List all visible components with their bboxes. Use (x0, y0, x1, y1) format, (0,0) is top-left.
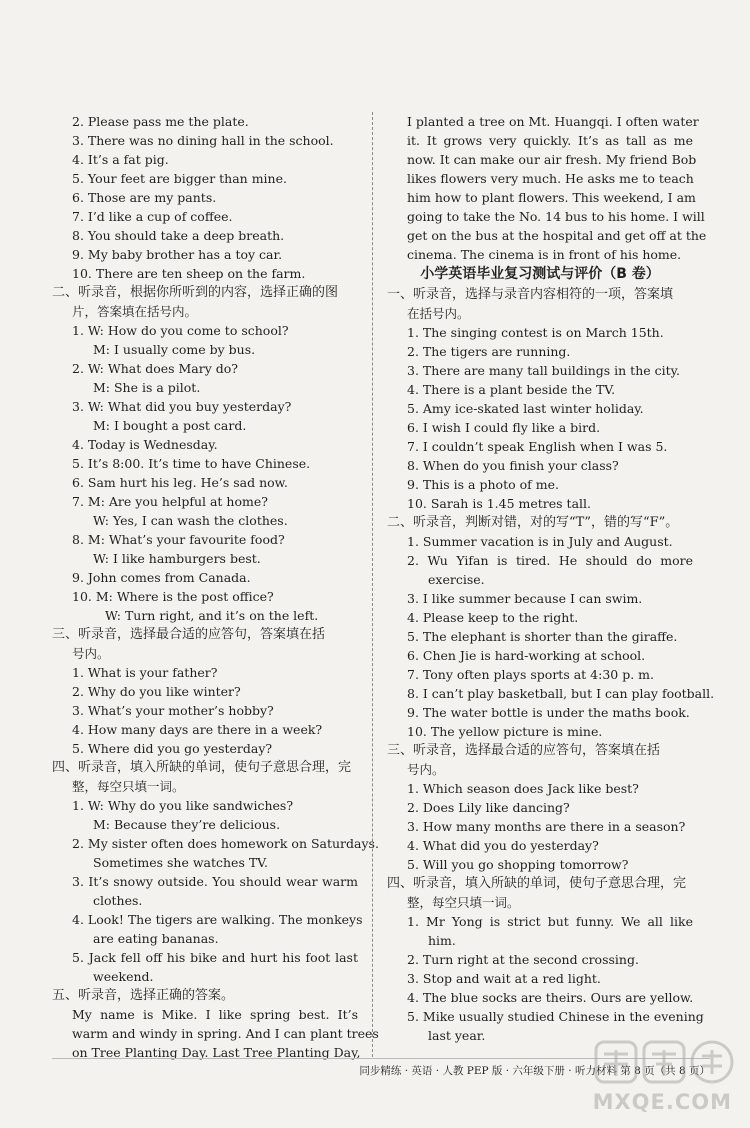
text-line: My name is Mike. I like spring best. It’s (72, 1007, 358, 1022)
text-line: weekend. (93, 969, 154, 984)
text-line: 1. What is your father? (72, 665, 218, 680)
section-heading: 一、听录音，选择与录音内容相符的一项，答案填 (387, 287, 674, 302)
footer-rule (52, 1058, 710, 1059)
text-line: likes flowers very much. He asks me to teach (407, 171, 694, 186)
text-line: 4. Please keep to the right. (407, 610, 579, 625)
text-line: get on the bus at the hospital and get off at the (407, 228, 707, 243)
text-line: 2. Turn right at the second crossing. (407, 952, 639, 967)
text-line: 10. The yellow picture is mine. (407, 724, 603, 739)
text-line: cinema. The cinema is in front of his home. (407, 247, 682, 262)
text-line: 号内。 (72, 646, 110, 661)
text-line: exercise. (428, 572, 485, 587)
text-line: 5. Jack fell off his bike and hurt his foot last (72, 950, 358, 965)
section-heading: 五、听录音，选择正确的答案。 (52, 988, 235, 1003)
text-line: 5. Your feet are bigger than mine. (72, 171, 287, 186)
text-line: warm and windy in spring. And I can plant trees (72, 1026, 379, 1041)
text-line: 1. Which season does Jack like best? (407, 781, 639, 796)
text-line: 4. There is a plant beside the TV. (407, 382, 616, 397)
text-line: 7. I couldn’t speak English when I was 5. (407, 439, 668, 454)
text-line: him. (428, 933, 456, 948)
text-line: W: Yes, I can wash the clothes. (93, 513, 288, 528)
text-line: 3. There are many tall buildings in the city. (407, 363, 681, 378)
text-line: 3. What’s your mother’s hobby? (72, 703, 274, 718)
text-line: 9. The water bottle is under the maths book. (407, 705, 690, 720)
page-footer: 同步精练 · 英语 · 人教 PEP 版 · 六年级下册 · 听力材料 第 8 页（共 8 页） (359, 1065, 710, 1077)
text-line: W: Turn right, and it’s on the left. (105, 608, 319, 623)
section-heading: 三、听录音，选择最合适的应答句，答案填在括 (52, 627, 326, 642)
text-line: it. It grows very quickly. It’s as tall as me (407, 133, 693, 148)
text-line: 4. The blue socks are theirs. Ours are yellow. (407, 990, 694, 1005)
text-line: 1. W: Why do you like sandwiches? (72, 798, 294, 813)
left-column (52, 112, 379, 1062)
watermark-logo (590, 1038, 738, 1120)
text-line: him how to plant flowers. This weekend, I am (407, 190, 696, 205)
watermark-icon (590, 1038, 738, 1120)
text-line: 5. Will you go shopping tomorrow? (407, 857, 629, 872)
text-line: 4. Today is Wednesday. (72, 437, 218, 452)
text-line: 1. Summer vacation is in July and August. (407, 534, 673, 549)
text-line: 整，每空只填一词。 (407, 895, 520, 910)
text-line: 1. W: How do you come to school? (72, 323, 289, 338)
text-line: 2. The tigers are running. (407, 344, 571, 359)
text-line: on Tree Planting Day. Last Tree Planting Day, (72, 1045, 361, 1060)
text-line: M: I bought a post card. (93, 418, 247, 433)
text-line: 2. Why do you like winter? (72, 684, 241, 699)
section-heading: 四、听录音，填入所缺的单词，使句子意思合理，完 (52, 760, 352, 775)
text-line: Sometimes she watches TV. (93, 855, 268, 870)
text-line: 10. There are ten sheep on the farm. (72, 266, 306, 281)
text-line: 1. The singing contest is on March 15th. (407, 325, 664, 340)
text-line: 3. There was no dining hall in the school. (72, 133, 334, 148)
text-line: M: I usually come by bus. (93, 342, 256, 357)
text-line: 9. This is a photo of me. (407, 477, 559, 492)
text-line: last year. (428, 1028, 486, 1043)
text-line: 2. W: What does Mary do? (72, 361, 238, 376)
text-line: 5. Where did you go yesterday? (72, 741, 273, 756)
text-line: 4. Look! The tigers are walking. The monkeys (72, 912, 363, 927)
text-line: 在括号内。 (407, 306, 470, 321)
text-line: 8. You should take a deep breath. (72, 228, 285, 243)
text-line: W: I like hamburgers best. (93, 551, 261, 566)
watermark-text: MXQE.COM (592, 1090, 732, 1114)
right-column (387, 112, 715, 1045)
text-line: M: Because they’re delicious. (93, 817, 281, 832)
text-line: now. It can make our air fresh. My friend Bob (407, 152, 697, 167)
text-line: are eating bananas. (93, 931, 219, 946)
text-line: 2. Does Lily like dancing? (407, 800, 570, 815)
text-line: 3. It’s snowy outside. You should wear warm (72, 874, 358, 889)
text-line: going to take the No. 14 bus to his home. I will (407, 209, 705, 224)
text-line: 10. M: Where is the post office? (72, 589, 274, 604)
column-divider (372, 112, 373, 1057)
text-line: 7. I’d like a cup of coffee. (72, 209, 233, 224)
text-line: 4. It’s a fat pig. (72, 152, 169, 167)
text-line: 整，每空只填一词。 (72, 779, 185, 794)
text-line: 7. M: Are you helpful at home? (72, 494, 268, 509)
section-heading: 二、听录音，判断对错，对的写“T”，错的写“F”。 (387, 515, 679, 530)
text-line: 10. Sarah is 1.45 metres tall. (407, 496, 591, 511)
text-line: 7. Tony often plays sports at 4:30 p. m. (407, 667, 654, 682)
text-line: 2. Please pass me the plate. (72, 114, 249, 129)
text-line: M: She is a pilot. (93, 380, 201, 395)
text-line: 3. Stop and wait at a red light. (407, 971, 601, 986)
section-title: 小学英语毕业复习测试与评价（B 卷） (420, 266, 660, 282)
text-line: 9. John comes from Canada. (72, 570, 251, 585)
text-line: 3. W: What did you buy yesterday? (72, 399, 292, 414)
section-heading: 二、听录音，根据你所听到的内容，选择正确的图 (52, 285, 339, 300)
text-line: 8. When do you finish your class? (407, 458, 619, 473)
text-line: 3. How many months are there in a season? (407, 819, 686, 834)
text-line: 4. How many days are there in a week? (72, 722, 323, 737)
text-line: I planted a tree on Mt. Huangqi. I often water (407, 114, 699, 129)
text-line: 6. I wish I could fly like a bird. (407, 420, 601, 435)
text-line: 8. I can’t play basketball, but I can play football. (407, 686, 715, 701)
text-line: 5. Amy ice-skated last winter holiday. (407, 401, 644, 416)
text-line: 2. My sister often does homework on Saturdays. (72, 836, 379, 851)
text-line: 6. Chen Jie is hard-working at school. (407, 648, 646, 663)
text-line: 6. Sam hurt his leg. He’s sad now. (72, 475, 288, 490)
text-line: 号内。 (407, 762, 445, 777)
text-line: 5. Mike usually studied Chinese in the evening (407, 1009, 704, 1024)
text-line: 片，答案填在括号内。 (72, 304, 198, 319)
text-line: 1. Mr Yong is strict but funny. We all like (407, 914, 693, 929)
text-line: 2. Wu Yifan is tired. He should do more (407, 553, 693, 568)
text-line: 4. What did you do yesterday? (407, 838, 599, 853)
text-line: clothes. (93, 893, 143, 908)
text-line: 5. The elephant is shorter than the giraffe. (407, 629, 678, 644)
text-line: 3. I like summer because I can swim. (407, 591, 643, 606)
text-line: 8. M: What’s your favourite food? (72, 532, 285, 547)
text-line: 5. It’s 8:00. It’s time to have Chinese. (72, 456, 311, 471)
text-line: 6. Those are my pants. (72, 190, 217, 205)
section-heading: 四、听录音，填入所缺的单词，使句子意思合理，完 (387, 876, 687, 891)
text-line: 9. My baby brother has a toy car. (72, 247, 283, 262)
section-heading: 三、听录音，选择最合适的应答句，答案填在括 (387, 743, 661, 758)
